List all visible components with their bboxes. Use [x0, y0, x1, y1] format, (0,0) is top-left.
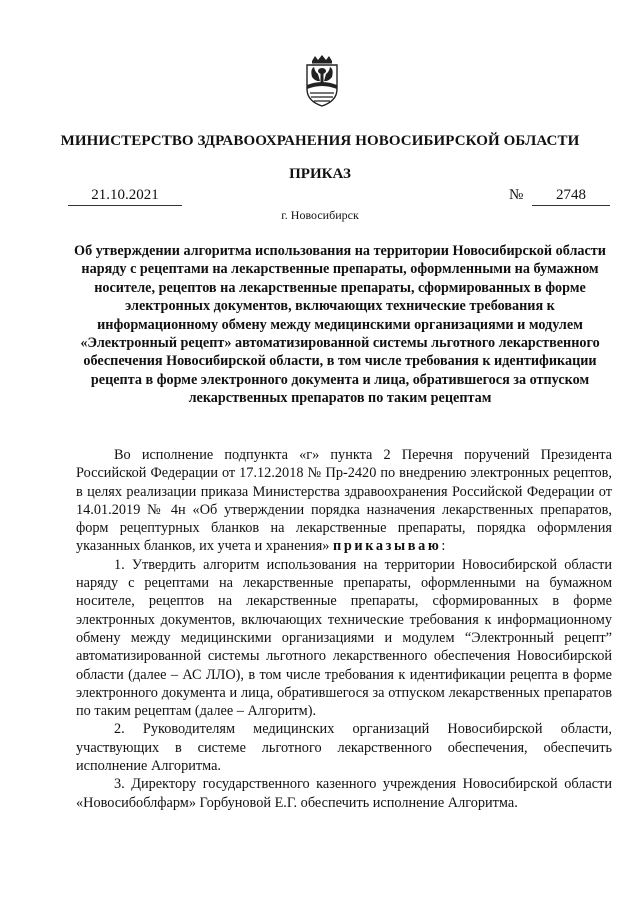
order-word: приказываю — [333, 538, 442, 555]
preamble-paragraph — [76, 446, 612, 556]
novosibirsk-coat-of-arms-icon — [303, 55, 341, 107]
order-item-2: 2. Руководителям медицинских организаций Новосибирской области, участвующих в системе льготного лекарственного обеспечения, обеспечить исполнение Алгоритма. — [76, 721, 612, 775]
order-subject: Об утверждении алгоритма использования на территории Новосибирской области наряду с рецептами на лекарственные препараты, оформленными на бумажном носителе, рецептов на лекарственные препараты, сформированных в форме электронных документов, включающих технические требования к информационному обмену между медицинскими организациями и модулем «Электронный рецепт» автоматизированной системы льготного лекарственного обеспечения Новосибирской области, в том числе требования к идентификации рецепта в форме электронного документа и лица, обратившегося за отпуском лекарственных препаратов по таким рецептам — [74, 243, 606, 407]
order-item-3: 3. Директору государственного казенного учреждения Новосибирской области «Новосибоблфарм» Горбуновой Е.Г. обеспечить исполнение Алгоритма. — [76, 776, 612, 811]
number-sign: № — [509, 187, 524, 203]
document-type: ПРИКАЗ — [289, 166, 351, 182]
city: г. Новосибирск — [281, 208, 359, 222]
order-colon: : — [441, 538, 446, 555]
ministry-name: МИНИСТЕРСТВО ЗДРАВООХРАНЕНИЯ НОВОСИБИРСКОЙ ОБЛАСТИ — [60, 133, 580, 149]
order-number: 2748 — [532, 187, 610, 206]
order-item-1: 1. Утвердить алгоритм использования на территории Новосибирской области наряду с рецептами на лекарственные препараты, оформленными на бумажном носителе, рецептов на лекарственные препараты, сформированных в форме электронных документов, включающих технические требования к информационному обмену между медицинскими организациями и модулем “Электронный рецепт” автоматизированной системы льготного лекарственного обеспечения Новосибирской области (далее – АС ЛЛО), в том числе требования к идентификации рецепта в форме электронного документа и лица, обратившегося за отпуском лекарственных препаратов по таким рецептам (далее – Алгоритм). — [76, 556, 612, 720]
order-date: 21.10.2021 — [68, 187, 182, 206]
order-body — [76, 446, 612, 812]
preamble-text: Во исполнение подпункта «г» пункта 2 Перечня поручений Президента Российской Федерации от 17.12.2018 № Пр-2420 по внедрению электронных рецептов, в целях реализации приказа Министерства здравоохранения Российской Федерации от 14.01.2019 № 4н «Об утверждении порядка назначения лекарственных препаратов, форм рецептурных бланков на лекарственные препараты, порядка оформления указанных бланков, их учета и хранения» — [76, 447, 612, 555]
